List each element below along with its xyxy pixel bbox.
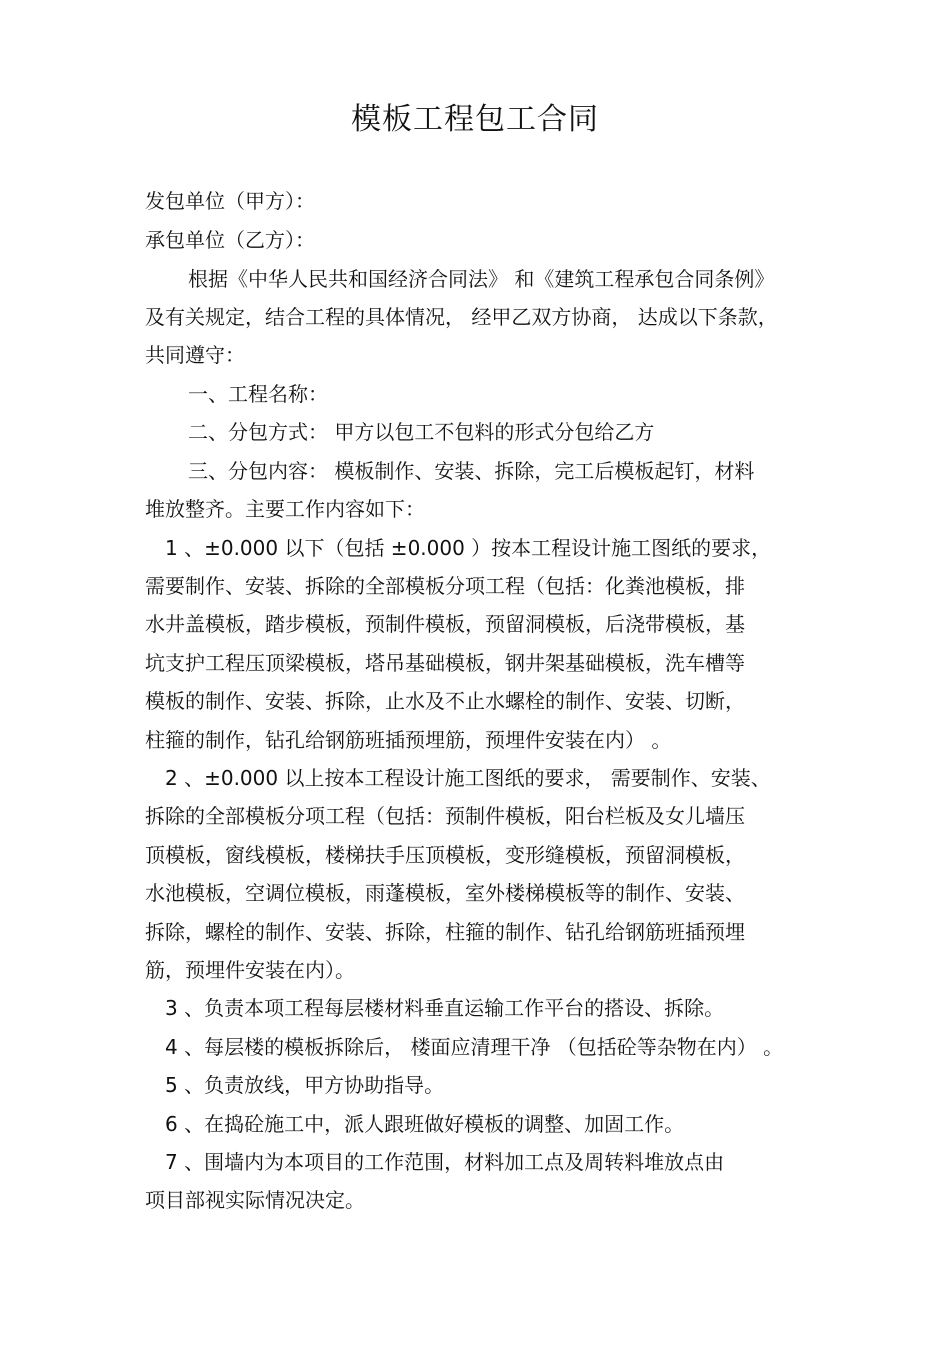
- item-7-line-2: 项目部视实际情况决定。: [145, 1188, 365, 1212]
- item-2-line-2: 拆除的全部模板分项工程（包括：预制件模板，阳台栏板及女儿墙压: [145, 804, 745, 828]
- clause-subcontract-content-2: 堆放整齐。主要工作内容如下：: [145, 497, 425, 521]
- item-1-line-6: 柱箍的制作，钻孔给钢筋班插预埋筋，预埋件安装在内） 。: [145, 728, 672, 752]
- clause-subcontract-method: 二、分包方式： 甲方以包工不包料的形式分包给乙方: [188, 420, 655, 444]
- item-1-line-1: 1 、±0.000 以下（包括 ±0.000 ）按本工程设计施工图纸的要求，: [165, 536, 772, 560]
- item-1-line-5: 模板的制作、安装、拆除，止水及不止水螺栓的制作、安装、切断，: [145, 689, 745, 713]
- item-2-line-5: 拆除，螺栓的制作、安装、拆除，柱箍的制作、钻孔给钢筋班插预埋: [145, 920, 745, 944]
- document-title: 模板工程包工合同: [351, 102, 599, 137]
- clause-subcontract-content-1: 三、分包内容： 模板制作、安装、拆除，完工后模板起钉，材料: [188, 459, 755, 483]
- item-5-line: 5 、负责放线，甲方协助指导。: [165, 1073, 445, 1097]
- item-4-line: 4 、每层楼的模板拆除后， 楼面应清理干净 （包括砼等杂物在内） 。: [165, 1035, 784, 1059]
- preamble-line-3: 共同遵守：: [145, 343, 245, 367]
- preamble-line-2: 及有关规定，结合工程的具体情况， 经甲乙双方协商， 达成以下条款，: [145, 305, 778, 329]
- item-2-line-1: 2 、±0.000 以上按本工程设计施工图纸的要求， 需要制作、安装、: [165, 766, 771, 790]
- item-1-line-2: 需要制作、安装、拆除的全部模板分项工程（包括：化粪池模板，排: [145, 574, 745, 598]
- party-a-line: 发包单位（甲方）：: [145, 189, 315, 213]
- item-1-line-4: 坑支护工程压顶梁模板，塔吊基础模板，钢井架基础模板，洗车槽等: [145, 651, 745, 675]
- item-2-line-3: 顶模板，窗线模板，楼梯扶手压顶模板，变形缝模板，预留洞模板，: [145, 843, 745, 867]
- item-2-line-6: 筋，预埋件安装在内）。: [145, 958, 355, 982]
- party-b-line: 承包单位（乙方）：: [145, 228, 315, 252]
- item-7-line-1: 7 、围墙内为本项目的工作范围，材料加工点及周转料堆放点由: [165, 1150, 725, 1174]
- item-1-line-3: 水井盖模板，踏步模板，预制件模板，预留洞模板，后浇带模板，基: [145, 612, 745, 636]
- item-3-line: 3 、负责本项工程每层楼材料垂直运输工作平台的搭设、拆除。: [165, 996, 725, 1020]
- item-6-line: 6 、在捣砼施工中，派人跟班做好模板的调整、加固工作。: [165, 1112, 685, 1136]
- preamble-line-1: 根据《中华人民共和国经济合同法》 和《建筑工程承包合同条例》: [188, 267, 775, 291]
- item-2-line-4: 水池模板，空调位模板，雨蓬模板，室外楼梯模板等的制作、安装、: [145, 881, 745, 905]
- clause-project-name: 一、工程名称：: [188, 382, 328, 406]
